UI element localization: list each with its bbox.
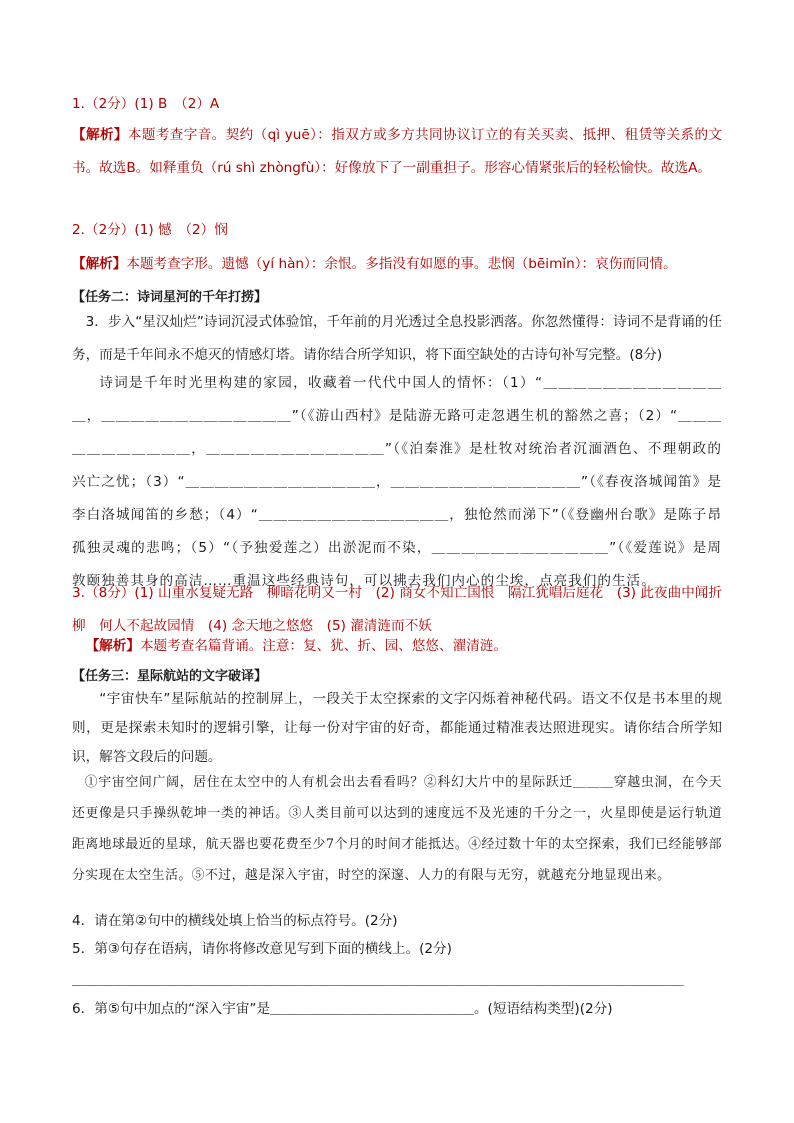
q3-body: 诗词是千年时光里构建的家园，收藏着一代代中国人的情怀：（1）“＿＿＿＿＿＿＿＿＿＿＿＿＿，＿＿＿＿＿＿＿＿＿＿＿＿＿”（《游山西村》是陆游无路可走忽遇生机的豁然之喜；（2）“＿＿＿＿＿＿＿＿＿＿＿，＿＿＿＿＿＿＿＿＿＿＿＿”（《泊秦淮》是杜牧对统治者沉湎酒色、不理朝政的兴亡之忧；（3）“＿＿＿＿＿＿＿＿＿＿＿＿＿，＿＿＿＿＿＿＿＿＿＿＿＿＿”（《春夜洛城闻笛》是李白洛城闻笛的乡愁；（4）“＿＿＿＿＿＿＿＿＿＿＿＿＿，独怆然而涕下”（《登幽州台歌》是陈子昂孤独灵魂的悲鸣；（5）“（予独爱莲之）出淤泥而不染，＿＿＿＿＿＿＿＿＿＿＿＿”（《爱莲说》是周敦颐独善其身的高洁……重温这些经典诗句，可以拂去我们内心的尘埃，点亮我们的生活。 (72, 375, 722, 589)
q1-answer-text: 1.（2分）(1) B （2）A (72, 96, 220, 112)
q3-analysis-text: 本题考查名篇背诵。注意：复、犹、折、园、悠悠、濯清涟。 (139, 638, 507, 654)
task3-intro: “宇宙快车”星际航站的控制屏上，一段关于太空探索的文字闪烁着神秘代码。语文不仅是书本里的规则，更是探索未知时的逻辑引擎，让每一份对宇宙的好奇，都能通过精准表达照进现实。请你结合所学知识，解答文段后的问题。 (72, 691, 722, 765)
task2-title: 【任务二：诗词星河的千年打捞】 (72, 290, 268, 305)
q1-analysis-text: 本题考查字音。契约（qì yuē）：指双方或多方共同协议订立的有关买卖、抵押、租赁等关系的文书。故选B。如释重负（rú shì zhòngfù）：好像放下了一副重担子。形容心情紧张后的轻松愉快。故选A。 (72, 127, 723, 176)
q2-analysis-text: 本题考查字形。遗憾（yí hàn）：余恨。多指没有如愿的事。悲悯（bēimǐn）：哀伤而同情。 (126, 256, 677, 272)
q1-analysis-tag: 【解析】 (72, 127, 128, 143)
q5-answer-line[interactable]: ＿＿＿＿＿＿＿＿＿＿＿＿＿＿＿＿＿＿＿＿＿＿＿＿＿＿＿＿＿＿＿＿＿＿＿＿＿＿＿＿＿＿＿＿＿ (72, 972, 684, 988)
q3-analysis (72, 630, 722, 663)
q2-analysis (72, 248, 722, 281)
task3-title: 【任务三：星际航站的文字破译】 (72, 669, 268, 684)
q3-stem: 3．步入“星汉灿烂”诗词沉浸式体验馆，千年前的月光透过全息投影洒落。你忽然懂得：诗词不是背诵的任务，而是千年间永不熄灭的情感灯塔。请你结合所学知识，将下面空缺处的古诗句补写完整。(8分) (72, 314, 722, 363)
q2-analysis-tag: 【解析】 (72, 256, 127, 272)
q3-answer: 3.（8分）(1) 山重水复疑无路 柳暗花明又一村 (2) 商女不知亡国恨 隔江犹唱后庭花 (3) 此夜曲中闻折柳 何人不起故园情 (4) 念天地之悠悠 (5) 濯清涟而不妖 (72, 585, 722, 634)
q1-answer (72, 88, 722, 121)
q1-analysis (72, 119, 722, 185)
q5-stem: 5．第③句存在语病，请你将修改意见写到下面的横线上。(2分) (72, 941, 452, 957)
q3-analysis-tag: 【解析】 (85, 638, 140, 654)
q2-answer-text: 2.（2分）(1) 憾 （2）悯 (72, 222, 228, 238)
q4-stem: 4．请在第②句中的横线处填上恰当的标点符号。(2分) (72, 913, 398, 929)
q2-answer (72, 214, 722, 247)
q6-stem: 6．第⑤句中加点的“深入宇宙”是＿＿＿＿＿＿＿＿＿＿＿＿＿＿＿。(短语结构类型)(2分) (72, 1001, 613, 1017)
reading-passage: ①宇宙空间广阔，居住在太空中的人有机会出去看看吗？②科幻大片中的星际跃迁＿＿＿穿越虫洞，在今天还更像是只手操纵乾坤一类的神话。③人类目前可以达到的速度远不及光速的千分之一，火星即使是运行轨道距离地球最近的星球，航天器也要花费至少7个月的时间才能抵达。④经过数十年的太空探索，我们已经能够部分实现在太空生活。⑤不过，越是深入宇宙，时空的深邃、人力的有限与无穷，就越充分地显现出来。 (72, 775, 722, 883)
